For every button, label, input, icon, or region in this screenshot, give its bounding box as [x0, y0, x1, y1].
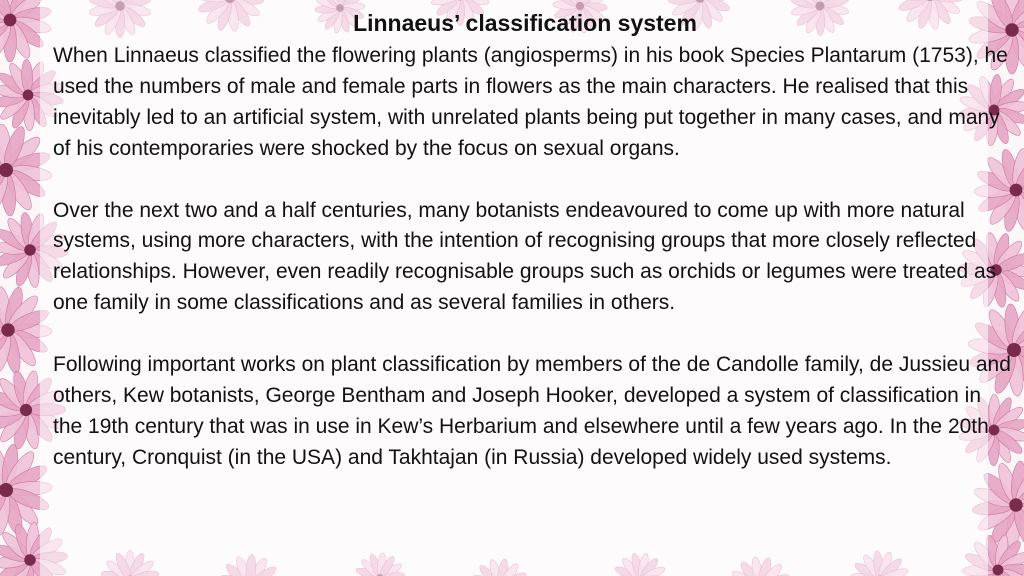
- slide-title: Linnaeus’ classification system: [353, 10, 697, 36]
- paragraph: Over the next two and a half centuries, many botanists endeavoured to come up with more natural systems, using more characters, with the intention of recognising groups that more closely reflected relationships. However, even readily recognisable groups such as orchids or legumes were treated as one family in some classifications and as several families in others.: [53, 198, 997, 315]
- paragraph: When Linnaeus classified the flowering plants (angiosperms) in his book Species Plantarum (1753), he used the numbers of male and female parts in flowers as the main characters. He realised that this inevitably led to an artificial system, with unrelated plants being put together in many cases, and many of his contemporaries were shocked by the focus on sexual organs.: [53, 44, 1008, 160]
- paragraph: Following important works on plant classification by members of the de Candolle family, de Jussieu and others, Kew botanists, George Bentham and Joseph Hooker, developed a system of classification in the 19th century that was in use in Kew’s Herbarium and elsewhere until a few years ago. In the 20th century, Cronquist (in the USA) and Takhtajan (in Russia) developed widely used systems.: [53, 353, 1011, 469]
- slide-body: [53, 41, 1013, 474]
